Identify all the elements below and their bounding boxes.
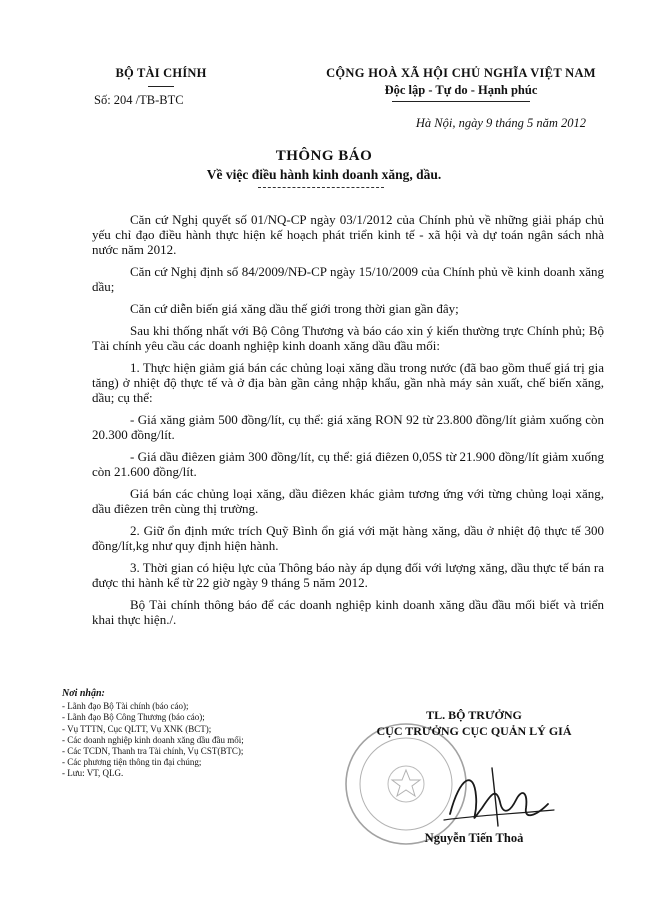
signing-title: CỤC TRƯỞNG CỤC QUẢN LÝ GIÁ [376, 724, 572, 738]
paragraph-diesel-price: - Giá dầu điêzen giảm 300 đồng/lít, cụ thể: giá điêzen 0,05S từ 21.900 đồng/lít giảm xuống còn 21.600 đồng/lít. [92, 449, 604, 479]
recipient-item: - Các doanh nghiệp kinh doanh xăng dầu đầu mối; [62, 734, 244, 745]
paragraph-basis-decree: Căn cứ Nghị định số 84/2009/NĐ-CP ngày 15/10/2009 của Chính phủ về kinh doanh xăng dầu; [92, 264, 604, 294]
signature-block [340, 708, 608, 739]
subject-underline [258, 187, 384, 188]
paragraph-request: Sau khi thống nhất với Bộ Công Thương và báo cáo xin ý kiến thường trực Chính phủ; Bộ Tài chính yêu cầu các doanh nghiệp kinh doanh xăng dầu đầu mối: [92, 323, 604, 353]
document-body [92, 212, 604, 627]
paragraph-gasoline-price: - Giá xăng giảm 500 đồng/lít, cụ thể: giá xăng RON 92 từ 23.800 đồng/lít giảm xuống còn 20.300 đồng/lít. [92, 412, 604, 442]
national-header [316, 66, 606, 131]
document-number: Số: 204 /TB-BTC [94, 93, 184, 107]
recipients-label: Nơi nhận: [62, 688, 105, 699]
recipient-item: - Các TCDN, Thanh tra Tài chính, Vụ CST(BTC); [62, 746, 244, 757]
document-title: THÔNG BÁO [275, 148, 373, 164]
recipient-item: - Các phương tiện thông tin đại chúng; [62, 757, 202, 768]
recipient-item: - Lãnh đạo Bộ Tài chính (báo cáo); [62, 701, 189, 712]
agency-underline [148, 86, 174, 87]
motto-underline [392, 101, 530, 102]
paragraph-closing: Bộ Tài chính thông báo để các doanh nghiệp kinh doanh xăng dầu đầu mối biết và triển khai thực hiện./. [92, 597, 604, 627]
recipient-item: - Vụ TTTN, Cục QLTT, Vụ XNK (BCT); [62, 723, 212, 734]
issuer-header [86, 66, 236, 108]
document-subject: Về việc điều hành kinh doanh xăng, dầu. [206, 167, 442, 182]
paragraph-item-2: 2. Giữ ổn định mức trích Quỹ Bình ổn giá với mặt hàng xăng, dầu ở nhiệt độ thực tế 300 đồng/lít,kg như quy định hiện hành. [92, 523, 604, 553]
handwritten-signature [430, 756, 560, 838]
recipient-item: - Lãnh đạo Bộ Công Thương (báo cáo); [62, 712, 205, 723]
paragraph-basis-market: Căn cứ diễn biến giá xăng dầu thế giới trong thời gian gần đây; [130, 301, 459, 316]
agency-name: BỘ TÀI CHÍNH [115, 66, 207, 80]
place-date: Hà Nội, ngày 9 tháng 5 năm 2012 [415, 116, 586, 130]
country-name: CỘNG HOÀ XÃ HỘI CHỦ NGHĨA VIỆT NAM [326, 66, 596, 80]
paragraph-item-1: 1. Thực hiện giảm giá bán các chủng loại xăng dầu trong nước (đã bao gồm thuế giá trị gia tăng) ở nhiệt độ thực tế và ở địa bàn gần cảng nhập khẩu, gần nhà máy sản xuất, chế biến xăng, dầu; cụ thể: [92, 360, 604, 405]
recipients-list [62, 688, 322, 780]
paragraph-other-fuels: Giá bán các chủng loại xăng, dầu điêzen khác giảm tương ứng với từng chủng loại xăng, dầu điêzen trên cùng thị trường. [92, 486, 604, 516]
paragraph-item-3: 3. Thời gian có hiệu lực của Thông báo này áp dụng đối với lượng xăng, dầu thực tế bán ra được thi hành kể từ 22 giờ ngày 9 tháng 5 năm 2012. [92, 560, 604, 590]
national-motto: Độc lập - Tự do - Hạnh phúc [384, 83, 538, 97]
signing-authority: TL. BỘ TRƯỞNG [426, 708, 522, 722]
signer-name: Nguyễn Tiến Thoả [424, 831, 524, 845]
recipient-item: - Lưu: VT, QLG. [62, 768, 124, 779]
paragraph-basis-resolution: Căn cứ Nghị quyết số 01/NQ-CP ngày 03/1/2012 của Chính phủ về những giải pháp chủ yếu chỉ đạo điều hành thực hiện kế hoạch phát triển kinh tế - xã hội và dự toán ngân sách nhà nước năm 2012. [92, 212, 604, 257]
